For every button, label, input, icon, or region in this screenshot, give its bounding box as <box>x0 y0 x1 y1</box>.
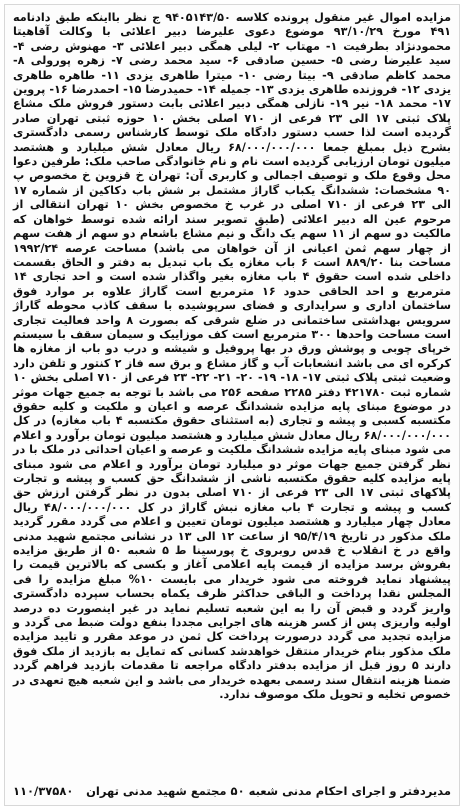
newspaper-notice-clipping <box>4 4 460 806</box>
notice-footer <box>13 783 451 799</box>
notice-body-text: مزایده اموال غیر منقول پرونده کلاسه ۹۴۰۵۱۴۳/۵۰ ج نظر بااینکه طبق دادنامه ۴۹۱ مورخ ۹۳/۱۰/۲۹ موضوع دعوی علیرضا دبیر اعلائی با وکالت آقاهیتا محمودنژاد بطرفیت ۱- مهتاب ۲- لیلی همگی دبیر اعلائی ۳- مهنوش رضی ۴- سید علیرضا رضی ۵- حسین صادقی ۶- سید محمد رضی ۷- زهره پورولی ۸- محمد کاظم صادقی ۹- بیتا رضی ۱۰- میترا طاهری یزدی ۱۱- طاهره طاهری یزدی ۱۲- فروزنده طاهری یزدی ۱۳- جمیله ۱۴- حمیدرضا ۱۵- احمدرضا ۱۶- پروین ۱۷- محمد ۱۸- نیر ۱۹- نازلی همگی دبیر اعلائی بابت دستور فروش ملک مشاع پلاک ثبتی ۱۷ الی ۲۳ فرعی از ۷۱۰ اصلی بخش ۱۰ حوزه ثبتی تهران صادر گردیده است لذا حسب دستور دادگاه ملک توسط کارشناس رسمی دادگستری بشرح ذیل بمبلغ جمعا ۶۸/۰۰۰/۰۰۰/۰۰۰ ریال معادل شش میلیارد و هشتصد میلیون تومان ارزیابی گردیده است نام و نام خانوادگی صاحب ملک: طرفین دعوا محل وقوع ملک و توصیف اجمالی و کاربری آن: تهران خ قزوین خ مخصوص پ ۹۰ مشخصات: ششدانگ یکباب گاراژ مشتمل بر شش باب دکاکین از شماره ۱۷ الی ۲۳ فرعی از ۷۱۰ اصلی در غرب خ مخصوص بخش ۱۰ تهران انتقالی از مرحوم عین اله دبیر اعلائی (طبق تصویر سند ارائه شده توسط خواهان که مالکیت دو سهم از ۱۱ سهم یک دانگ و نیم مشاع باشعام دو سهم از هفت سهم از چهار سهم ثمن اعیانی از آن خواهان می باشد) مساحت عرصه ۱۹۹۲/۲۴ مساحت بنا ۸۸۹/۲۰ است ۶ باب مغازه یک باب تبدیل به دفتر و الحاق بقسمت داخلی شده است حقوق ۴ باب مغازه بغیر واگذار شده است و احد تجاری ۱۴ مترمربع و احد الحاقی حدود ۱۶ مترمربع است گاراژ علاوه بر موارد فوق ساختمان اداری و سرایداری و فضای سرپوشیده با سقف کاذب محوطه گاراژ سرویس بهداشتی ساختمانی در ضلع شرقی که بصورت ۸ واحد فعالیت تجاری است مساحت واحدها ۳۰۰ مترمربع است کف موزاییک و سیمان سقف با سیستم خرپای چوبی و پوشش ورق در بها پروفیل و شیشه و درب دو باب از مغازه ها کرکره ای می باشد انشعابات آب و گاز مشاع و برق سه فاز ۲ کنتور و تلفن دارد وضعیت ثبتی پلاک ثبتی ۱۷- ۱۸- ۱۹- ۲۰- ۲۱- ۲۲- ۲۳ فرعی از ۷۱۰ اصلی بخش ۱۰ شماره ثبت ۴۲۱۷۸۰ دفتر ۲۲۸۵ صفحه ۲۵۶ می باشد با توجه به جمیع جهات موثر در موضوع مبنای پایه مزایده ششدانگ عرصه و اعیان و ملکیت و کلیه حقوق مکتسبه کسبی و پیشه و تجاری (به استثنای حقوق مکتسبه ۴ باب مغازه) در کل ۶۸/۰۰۰/۰۰۰/۰۰۰ ریال معادل شش میلیارد و هشتصد میلیون تومان برآورد و اعلام می شود مبنای پایه مزایده ششدانگ ملکیت و عرصه و اعیان احداثی در ملک با در نظر گرفتن جمیع جهات موثر دو میلیارد تومان برآورد و اعلام می شود مبنای پایه مزایده کلیه حقوق مکتسبه ناشی از ششدانگ حق کسب و پیشه و تجارت پلاکهای ثبتی ۱۷ الی ۲۳ فرعی از ۷۱۰ اصلی بدون در نظر گرفتن ارزش حق کسب و پیشه و تجارت ۴ باب مغازه نبش گاراژ در کل ۴۸/۰۰۰/۰۰۰/۰۰۰ ریال معادل چهار میلیارد و هشتصد میلیون تومان تعیین و اعلام می گردد مقرر گردید ملک مذکور در تاریخ ۹۵/۴/۱۹ از ساعت ۱۲ الی ۱۳ در نشانی مجتمع شهید مدنی واقع در خ انقلاب خ قدس روبروی خ پورسینا ط ۵ شعبه ۵۰ از طریق مزایده بفروش برسد مزایده از قیمت پایه اعلامی آغاز و بکسی که بالاترین قیمت را پیشنهاد نماید فروخته می شود خریدار می بایست ۱۰% مبلغ مزایده را فی المجلس نقدا پرداخت و الباقی حداکثر ظرف یکماه بحساب سپرده دادگستری واریز گردد و قبض آن را به این شعبه تسلیم نماید در غیر اینصورت ده درصد اولیه واریزی پس از کسر هزینه های اجرایی مجددا بنفع دولت ضبط می گردد و مزایده تجدید می گردد درصورت پرداخت کل ثمن در موعد مقرر و تایید مزایده ملک مذکور بنام خریدار منتقل خواهدشد کسانی که تمایل به بازدید از ملک فوق دارند ۵ روز قبل از مزایده بدفتر دادگاه مراجعه تا مقدمات بازدید فراهم گردد ضمنا هزینه انتقال سند رسمی بعهده خریدار می باشد و این شعبه هیچ تعهدی در خصوص تخلیه و تحویل ملک موصوف ندارد. <box>13 11 452 702</box>
notice-issuer: مدیردفتر و اجرای احکام مدنی شعبه ۵۰ مجتمع شهید مدنی تهران <box>86 784 451 798</box>
notice-code: ۱۱۰/۳۷۵۸۰ <box>13 784 74 798</box>
